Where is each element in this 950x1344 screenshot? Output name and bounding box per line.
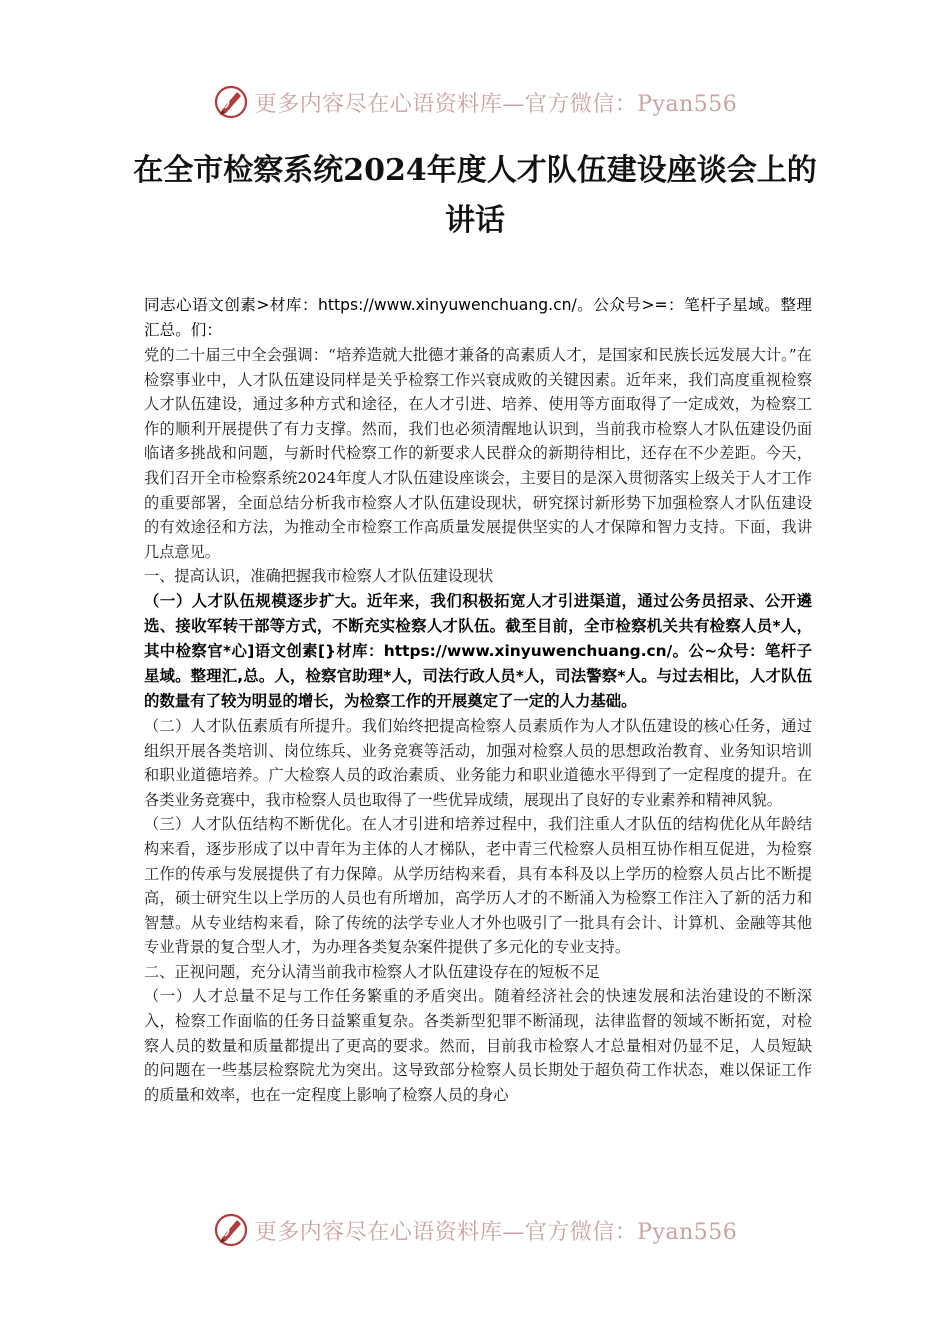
- top-banner: [0, 78, 950, 126]
- document-body: [144, 293, 812, 1107]
- banner-content: [213, 84, 738, 120]
- paragraph-2-1: （一）人才总量不足与工作任务繁重的矛盾突出。随着经济社会的快速发展和法治建设的不断深入，检察工作面临的任务日益繁重复杂。各类新型犯罪不断涌现，法律监督的领域不断拓宽，对检察人员的数量和质量都提出了更高的要求。然而，目前我市检察人才总量相对仍显不足，人员短缺的问题在一些基层检察院尤为突出。这导致部分检察人员长期处于超负荷工作状态，难以保证工作的质量和效率，也在一定程度上影响了检察人员的身心: [144, 987, 812, 1104]
- paragraph-opening: 党的二十届三中全会强调：“培养造就大批德才兼备的高素质人才，是国家和民族长远发展大计。”在检察事业中，人才队伍建设同样是关乎检察工作兴衰成败的关键因素。近年来，我们高度重视检察人才队伍建设，通过多种方式和途径，在人才引进、培养、使用等方面取得了一定成效，为检察工作的顺利开展提供了有力支撑。然而，我们也必须清醒地认识到，当前我市检察人才队伍建设仍面临诸多挑战和问题，与新时代检察工作的新要求人民群众的新期待相比，还存在不少差距。今天，我们召开全市检察系统2024年度人才队伍建设座谈会，主要目的是深入贯彻落实上级关于人才工作的重要部署，全面总结分析我市检察人才队伍建设现状，研究探讨新形势下加强检察人才队伍建设的有效途径和方法，为推动全市检察工作高质量发展提供坚实的人才保障和智力支持。下面，我讲几点意见。: [144, 346, 812, 561]
- bottom-banner: [0, 1206, 950, 1254]
- paragraph-1-2: （二）人才队伍素质有所提升。我们始终把提高检察人员素质作为人才队伍建设的核心任务，通过组织开展各类培训、岗位练兵、业务竞赛等活动，加强对检察人员的思想政治教育、业务知识培训和职业道德培养。广大检察人员的政治素质、业务能力和职业道德水平得到了一定程度的提升。在各类业务竞赛中，我市检察人员也取得了一些优异成绩，展现出了良好的专业素养和精神风貌。: [144, 716, 812, 809]
- banner-text-bottom: 更多内容尽在心语资料库—官方微信：Pyan556: [254, 1219, 738, 1245]
- intro-line: 同志心语文创素>材库：https://www.xinyuwenchuang.cn/。公众号>=：笔杆子星域。整理汇总。们：: [144, 296, 812, 339]
- banner-text: 更多内容尽在心语资料库—官方微信：Pyan556: [254, 91, 738, 117]
- paragraph-1-3: （三）人才队伍结构不断优化。在人才引进和培养过程中，我们注重人才队伍的结构优化从年龄结构来看，逐步形成了以中青年为主体的人才梯队，老中青三代检察人员相互协作相互促进，为检察工作的传承与发展提供了有力保障。从学历结构来看，具有本科及以上学历的检察人员占比不断提高，硕士研究生以上学历的人员也有所增加，高学历人才的不断涌入为检察工作注入了新的活力和智慧。从专业结构来看，除了传统的法学专业人才外也吸引了一批具有会计、计算机、金融等其他专业背景的复合型人才，为办理各类复杂案件提供了多元化的专业支持。: [144, 815, 812, 957]
- banner-content-bottom: [213, 1212, 738, 1248]
- pen-logo-icon: [213, 84, 249, 120]
- section-heading-2: 二、正视问题，充分认清当前我市检察人才队伍建设存在的短板不足: [144, 962, 600, 981]
- document-title: 在全市检察系统2024年度人才队伍建设座谈会上的讲话: [133, 153, 817, 238]
- paragraph-1-1: （一）人才队伍规模逐步扩大。近年来，我们积极拓宽人才引进渠道，通过公务员招录、公开遴选、接收军转干部等方式，不断充实检察人才队伍。截至目前，全市检察机关共有检察人员*人，其中检察官*心]语文创素[}材库：https://www.xinyuwenchuang.cn/。公~众号：笔杆子星域。整理汇,总。人，检察官助理*人，司法行政人员*人，司法警察*人。与过去相比，人才队伍的数量有了较为明显的增长，为检察工作的开展奠定了一定的人力基础。: [144, 591, 812, 710]
- section-heading-1: 一、提高认识，准确把握我市检察人才队伍建设现状: [144, 567, 494, 586]
- pen-logo-icon: [213, 1212, 249, 1248]
